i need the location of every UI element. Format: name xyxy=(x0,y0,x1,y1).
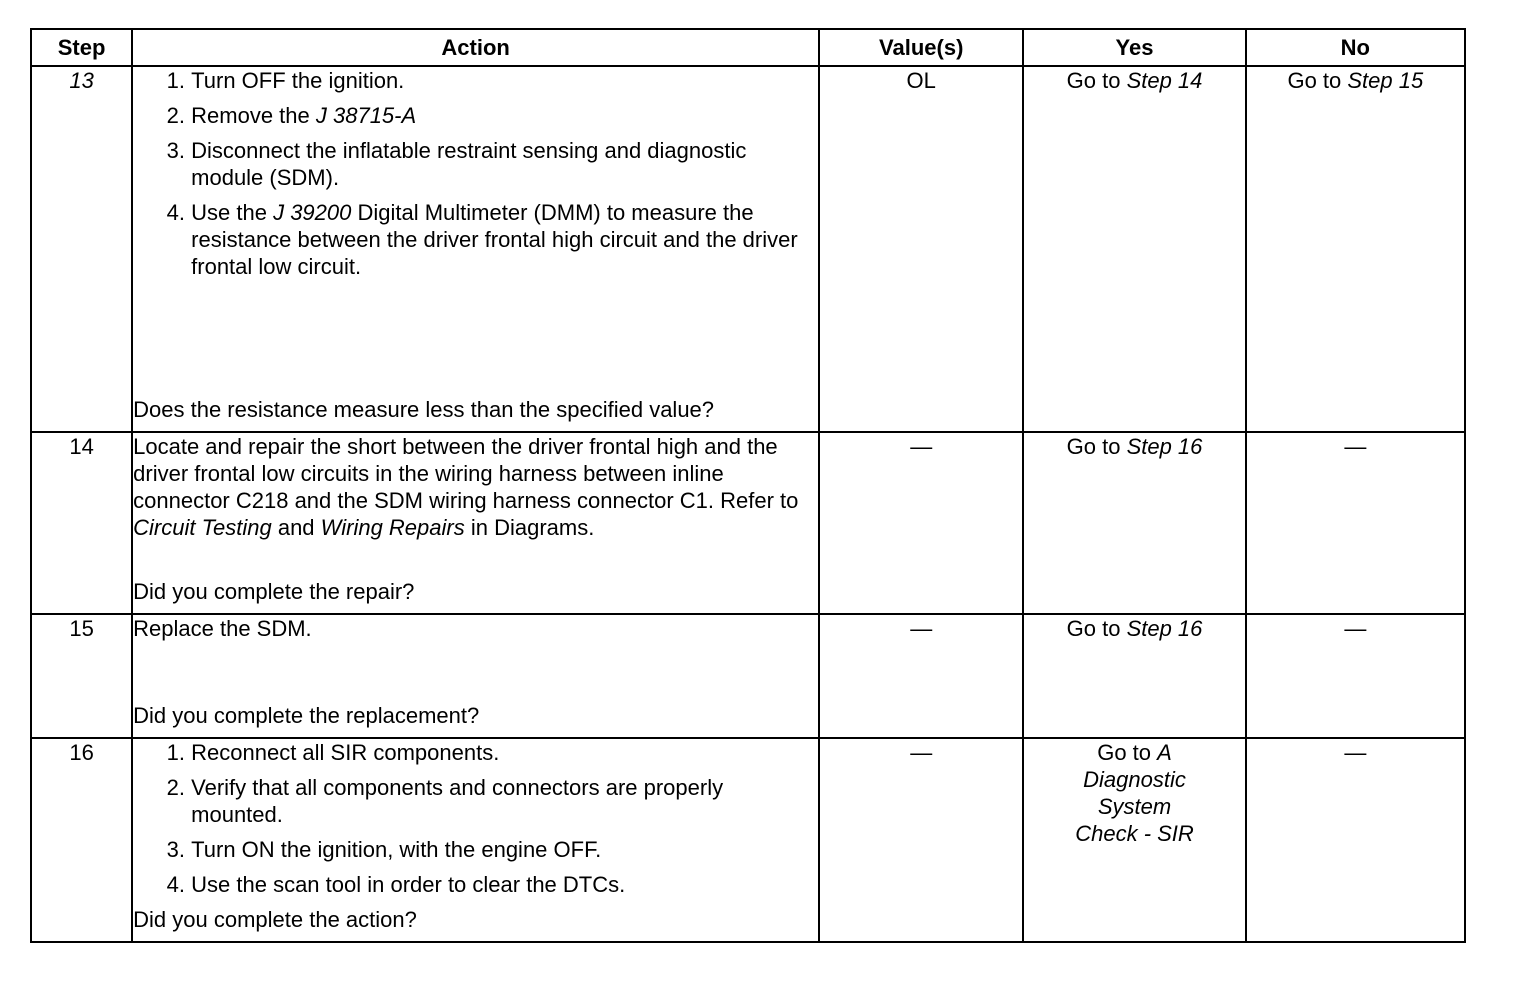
doc-reference[interactable]: Wiring Repairs xyxy=(320,515,465,540)
action-step: 3. Turn ON the ignition, with the engine OFF. xyxy=(191,836,818,863)
step-number: 16 xyxy=(31,738,132,942)
action-step: 2. Verify that all components and connectors are properly mounted. xyxy=(191,774,818,828)
step-number: 14 xyxy=(31,432,132,614)
header-no: No xyxy=(1246,29,1465,66)
no-cell: — xyxy=(1246,614,1465,738)
action-cell xyxy=(132,432,819,614)
action-steps-list xyxy=(133,739,818,906)
step-link[interactable]: Step 16 xyxy=(1126,616,1203,641)
value-cell: — xyxy=(819,432,1023,614)
tool-reference: J 38715-A xyxy=(315,103,417,128)
step-number: 15 xyxy=(31,614,132,738)
yes-cell: Go to A Diagnostic System Check - SIR xyxy=(1023,738,1245,942)
action-text: Replace the SDM. xyxy=(133,616,312,641)
yes-cell: Go to Step 16 xyxy=(1023,432,1245,614)
header-values: Value(s) xyxy=(819,29,1023,66)
action-text: Locate and repair the short between the driver frontal high and the driver frontal low circuits in the wiring harness between inline connector C218 and the SDM wiring harness connector C1. Refer to Circuit Testing and Wiring Repairs in Diagrams. xyxy=(133,434,799,540)
action-question: Did you complete the replacement? xyxy=(133,703,480,728)
action-step: 1. Reconnect all SIR components. xyxy=(191,739,818,766)
action-question: Does the resistance measure less than the specified value? xyxy=(133,397,715,422)
tool-reference: J 39200 xyxy=(273,200,352,225)
table-row-step-13 xyxy=(31,66,1465,432)
value-cell: OL xyxy=(819,66,1023,432)
diagnostic-table xyxy=(30,28,1466,943)
yes-cell: Go to Step 16 xyxy=(1023,614,1245,738)
step-link[interactable]: Step 15 xyxy=(1347,68,1424,93)
action-steps-list xyxy=(133,67,818,288)
step-number: 13 xyxy=(31,66,132,432)
value-cell: — xyxy=(819,738,1023,942)
header-step: Step xyxy=(31,29,132,66)
doc-reference[interactable]: Circuit Testing xyxy=(133,515,272,540)
table-row-step-14 xyxy=(31,432,1465,614)
no-cell: — xyxy=(1246,432,1465,614)
step-link[interactable]: Step 16 xyxy=(1126,434,1203,459)
table-header-row xyxy=(31,29,1465,66)
no-cell: — xyxy=(1246,738,1465,942)
header-yes: Yes xyxy=(1023,29,1245,66)
action-cell xyxy=(132,66,819,432)
action-cell xyxy=(132,614,819,738)
action-step: 3. Disconnect the inflatable restraint sensing and diagnostic module (SDM). xyxy=(191,137,818,191)
action-step: 4. Use the J 39200 Digital Multimeter (DMM) to measure the resistance between the driver frontal high circuit and the driver frontal low circuit. xyxy=(191,199,818,280)
table-row-step-15 xyxy=(31,614,1465,738)
action-step: 4. Use the scan tool in order to clear the DTCs. xyxy=(191,871,818,898)
action-question: Did you complete the repair? xyxy=(133,579,415,604)
action-question: Did you complete the action? xyxy=(133,907,417,932)
action-step: 2. Remove the J 38715-A xyxy=(191,102,818,129)
action-cell xyxy=(132,738,819,942)
table-row-step-16 xyxy=(31,738,1465,942)
procedure-link[interactable]: A Diagnostic System Check - SIR xyxy=(1075,740,1194,846)
yes-cell: Go to Step 14 xyxy=(1023,66,1245,432)
header-action: Action xyxy=(132,29,819,66)
no-cell: Go to Step 15 xyxy=(1246,66,1465,432)
step-link[interactable]: Step 14 xyxy=(1126,68,1203,93)
value-cell: — xyxy=(819,614,1023,738)
action-step: 1. Turn OFF the ignition. xyxy=(191,67,818,94)
